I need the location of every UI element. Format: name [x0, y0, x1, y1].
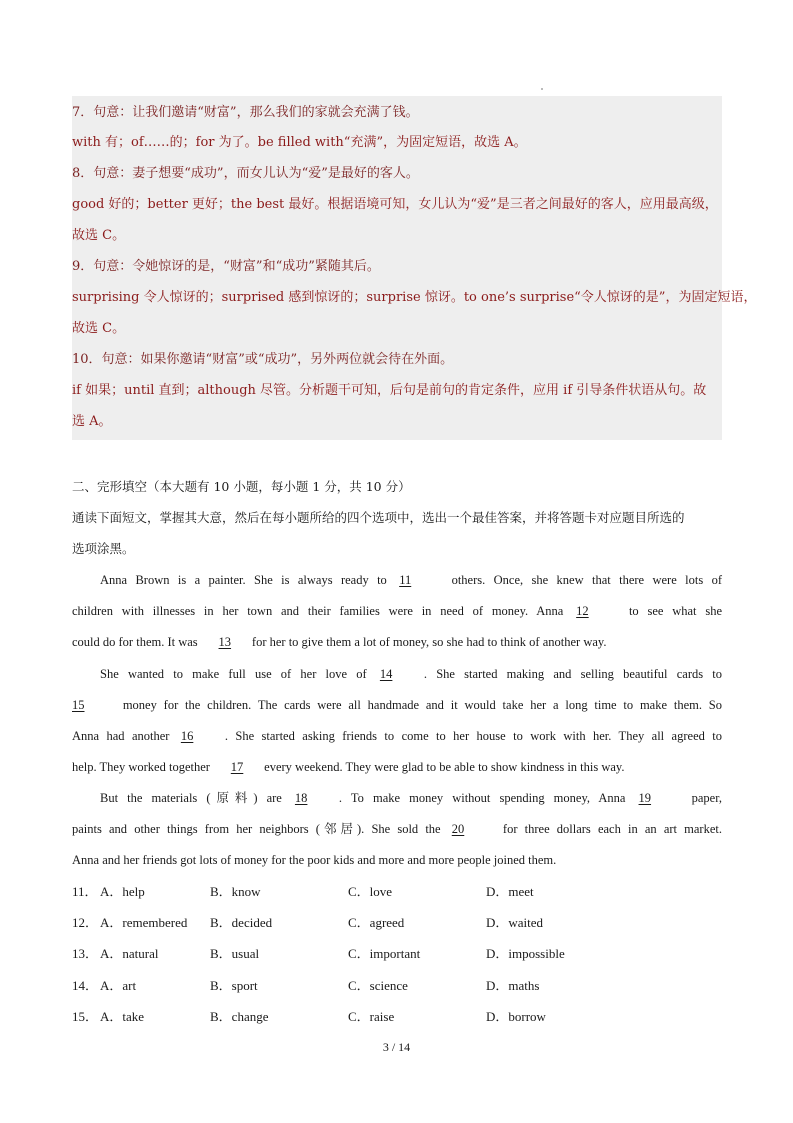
passage-text: help. They worked together	[72, 760, 214, 774]
option-c: C．love	[348, 884, 393, 899]
passage-text: could do for them. It was	[72, 635, 201, 649]
blank-12: 12	[576, 604, 589, 618]
option-a: A．help	[100, 884, 145, 899]
option-d: D．maths	[486, 978, 540, 993]
question-number: 12．	[72, 915, 99, 930]
option-b: B．sport	[210, 978, 258, 993]
explanation-analysis: if 如果；until 直到；although 尽管。分析题干可知，后句是前句的肯定条件，应用 if 引导条件状语从句。故	[72, 383, 707, 398]
passage-line	[72, 820, 722, 838]
passage-text: . She started asking friends to come to her house to work with her. They all agreed to	[224, 729, 722, 743]
passage-text: She wanted to make full use of her love of	[100, 667, 376, 681]
blank-11: 11	[399, 573, 412, 587]
option-c: C．important	[348, 946, 421, 961]
passage-text: others. Once, she knew that there were lots of	[443, 573, 722, 587]
question-number: 13．	[72, 946, 99, 961]
question-number: 15．	[72, 1009, 99, 1024]
passage-line	[72, 758, 722, 776]
option-c: C．science	[348, 978, 408, 993]
section-instruction-cont: 选项涂黑。	[72, 541, 135, 556]
question-number: 14．	[72, 978, 99, 993]
passage-line	[100, 665, 722, 683]
passage-line	[100, 789, 722, 807]
blank-14: 14	[379, 667, 393, 681]
blank-17: 17	[230, 760, 244, 774]
passage-text: money for the children. The cards were all handmade and it would take her a long time to make them. So	[116, 698, 722, 712]
scan-speck	[541, 88, 543, 90]
passage-line	[72, 851, 722, 869]
question-number: 11．	[72, 884, 98, 899]
explanation-analysis: 故选 C。	[72, 321, 126, 336]
blank-19: 19	[638, 791, 652, 805]
blank-20: 20	[451, 822, 465, 836]
passage-line	[100, 571, 722, 589]
explanation-analysis: 故选 C。	[72, 228, 126, 243]
passage-text: Anna Brown is a painter. She is always ready to	[100, 573, 396, 587]
explanation-sentence: 7．句意：让我们邀请“财富”，那么我们的家就会充满了钱。	[72, 105, 419, 120]
passage-text: . To make money without spending money, Anna	[338, 791, 635, 805]
passage-text: paper,	[682, 791, 723, 805]
explanation-sentence: 8．句意：妻子想要“成功”，而女儿认为“爱”是最好的客人。	[72, 166, 419, 181]
passage-text: for her to give them a lot of money, so she had to think of another way.	[248, 635, 607, 649]
passage-text: Anna had another	[72, 729, 177, 743]
option-b: B．change	[210, 1009, 269, 1024]
passage-text: every weekend. They were glad to be able to show kindness in this way.	[261, 760, 625, 774]
option-d: D．waited	[486, 915, 544, 930]
explanation-analysis: surprising 令人惊讶的；surprised 感到惊讶的；surprise 惊讶。to one’s surprise“令人惊讶的是”，为固定短语，	[72, 290, 757, 305]
passage-line	[72, 602, 722, 620]
passage-text: paints and other things from her neighbors (邻居). She sold the	[72, 822, 448, 836]
passage-text: Anna and her friends got lots of money for the poor kids and more and more people joined them.	[72, 853, 557, 867]
passage-text: children with illnesses in her town and their families were in need of money. Anna	[72, 604, 573, 618]
blank-16: 16	[180, 729, 194, 743]
passage-text: for three dollars each in an art market.	[495, 822, 722, 836]
option-a: A．take	[100, 1009, 145, 1024]
passage-text: But the materials (原料) are	[100, 791, 291, 805]
passage-text: to see what she	[620, 604, 722, 618]
explanation-analysis: good 好的；better 更好；the best 最好。根据语境可知，女儿认为“爱”是三者之间最好的客人，应用最高级，	[72, 197, 718, 212]
passage-line	[72, 727, 722, 745]
section-instruction: 通读下面短文，掌握其大意，然后在每小题所给的四个选项中，选出一个最佳答案，并将答题卡对应题目所选的	[72, 510, 685, 525]
option-b: B．decided	[210, 915, 273, 930]
explanation-sentence: 10．句意：如果你邀请“财富”或“成功”，另外两位就会待在外面。	[72, 352, 454, 367]
blank-18: 18	[294, 791, 308, 805]
option-b: B．usual	[210, 946, 260, 961]
blank-13: 13	[218, 635, 232, 649]
option-b: B．know	[210, 884, 261, 899]
explanation-analysis: with 有；of……的；for 为了。be filled with“充满”，为固定短语，故选 A。	[72, 135, 527, 150]
explanation-sentence: 9．句意：令她惊讶的是，“财富”和“成功”紧随其后。	[72, 259, 380, 274]
option-a: A．art	[100, 978, 137, 993]
passage-line	[72, 633, 722, 651]
passage-line	[72, 696, 722, 714]
option-c: C．raise	[348, 1009, 395, 1024]
page-number: 3 / 14	[382, 1040, 411, 1054]
option-c: C．agreed	[348, 915, 405, 930]
option-d: D．impossible	[486, 946, 565, 961]
option-a: A．remembered	[100, 915, 188, 930]
passage-text: . She started making and selling beautiful cards to	[423, 667, 723, 681]
section-title: 二、完形填空（本大题有 10 小题，每小题 1 分，共 10 分）	[72, 479, 411, 494]
explanation-block	[72, 96, 757, 440]
explanation-analysis: 选 A。	[72, 414, 112, 429]
option-a: A．natural	[100, 946, 159, 961]
option-d: D．borrow	[486, 1009, 546, 1024]
option-d: D．meet	[486, 884, 534, 899]
blank-15: 15	[72, 698, 85, 712]
